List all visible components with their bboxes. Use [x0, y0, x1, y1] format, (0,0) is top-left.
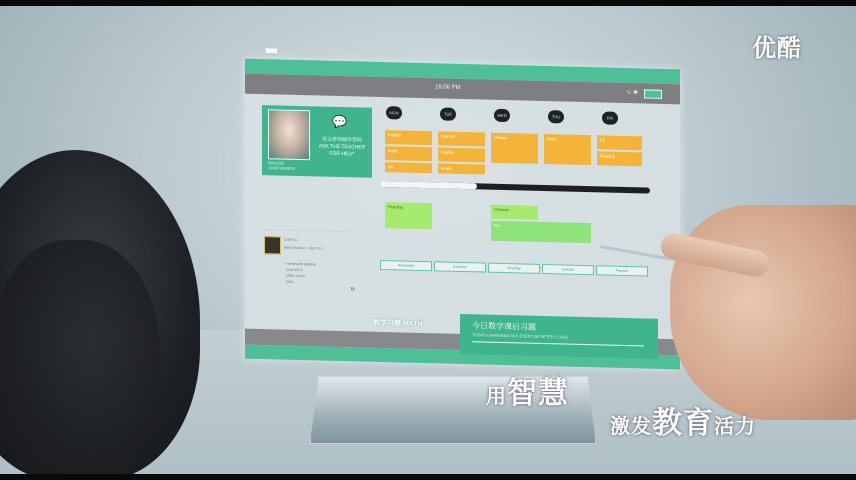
teacher-name: MAGGIE CRISTIANSEN	[268, 160, 295, 171]
battery-icon	[644, 89, 662, 98]
activity-card[interactable]: Art	[491, 221, 591, 243]
tag-item[interactable]: Exercise	[434, 261, 486, 272]
teacher-info-role: Math Teacher · Class 3-2	[284, 245, 324, 251]
status-time: 16:06 PM	[435, 84, 461, 91]
day-tab-wed[interactable]: WED	[494, 109, 510, 122]
avatar	[264, 236, 281, 254]
schedule-card[interactable]: English	[438, 147, 485, 162]
subtitle-line-2	[610, 398, 756, 442]
caption-word: 教育	[652, 407, 714, 440]
subtitle-line-1	[486, 368, 569, 412]
ask-teacher-button[interactable]: 语文老师邮件帮助 ASK THE TEACHER FOR HELP	[318, 136, 366, 158]
signal-icon: ▮▮▮▮▮	[265, 48, 277, 55]
schedule-card[interactable]: History	[491, 133, 538, 164]
schedule-card[interactable]: English	[385, 130, 432, 145]
schedule-card[interactable]: Math	[385, 146, 432, 161]
tag-item[interactable]: Practice	[596, 265, 648, 276]
exercise-banner[interactable]	[460, 314, 658, 359]
list-item: · Office hours	[284, 273, 305, 279]
letterbox-bottom	[0, 474, 856, 480]
banner-title: 今日数学课后习题	[472, 321, 536, 332]
schedule-card[interactable]: PE	[597, 135, 642, 150]
next-chevron-icon[interactable]: »	[350, 283, 356, 294]
list-item: · Homework grading	[284, 261, 316, 267]
tag-row	[380, 260, 650, 277]
caption-word: 激发	[610, 416, 652, 438]
schedule-card[interactable]: Music	[438, 163, 485, 174]
tag-item[interactable]: Reading	[488, 263, 540, 274]
transparent-tablet	[245, 48, 680, 370]
schedule-card[interactable]: Science	[438, 131, 485, 146]
teacher-task-list	[284, 261, 316, 286]
activity-card[interactable]: Chinese	[491, 205, 538, 220]
banner-subtitle: TODAY'S MATHEMATICS EXERCISE AFTER CLASS	[472, 332, 569, 340]
schedule-card[interactable]: Reading	[597, 151, 642, 166]
teacher-photo	[268, 109, 310, 160]
letterbox-top	[0, 0, 856, 6]
day-tab-thu[interactable]: THU	[548, 110, 564, 123]
child-head-shadow	[0, 240, 160, 480]
teacher-profile-card[interactable]	[262, 105, 372, 178]
caption-word: 智慧	[507, 377, 569, 410]
caption-word: 活力	[714, 416, 756, 438]
progress-fill	[380, 181, 477, 189]
activity-card[interactable]: Reading	[385, 202, 432, 229]
chat-icon[interactable]: 💬	[332, 114, 347, 130]
list-item: · Q&A	[284, 279, 294, 284]
wifi-icon: ∿ ✱	[626, 90, 638, 97]
tag-item[interactable]: Homework	[380, 260, 432, 271]
caption-word: 用	[486, 386, 507, 408]
math-exercise-label[interactable]: 数学习题 MATH	[373, 319, 423, 329]
schedule-card[interactable]: Math	[544, 134, 591, 165]
schedule-progress-bar[interactable]	[380, 181, 650, 194]
schedule-card[interactable]: Art	[385, 162, 432, 173]
list-item: · Quiz 04/12	[284, 267, 304, 273]
day-tab-mon[interactable]: MON	[386, 106, 402, 119]
youku-logo: 优酷	[752, 35, 802, 62]
day-tab-tue[interactable]: TUE	[440, 107, 456, 120]
banner-divider	[472, 341, 644, 346]
weekday-row	[380, 106, 675, 129]
tag-item[interactable]: Science	[542, 264, 594, 275]
day-tab-fri[interactable]: FRI	[602, 111, 618, 124]
teacher-info-name: CHEN LI	[284, 237, 298, 242]
